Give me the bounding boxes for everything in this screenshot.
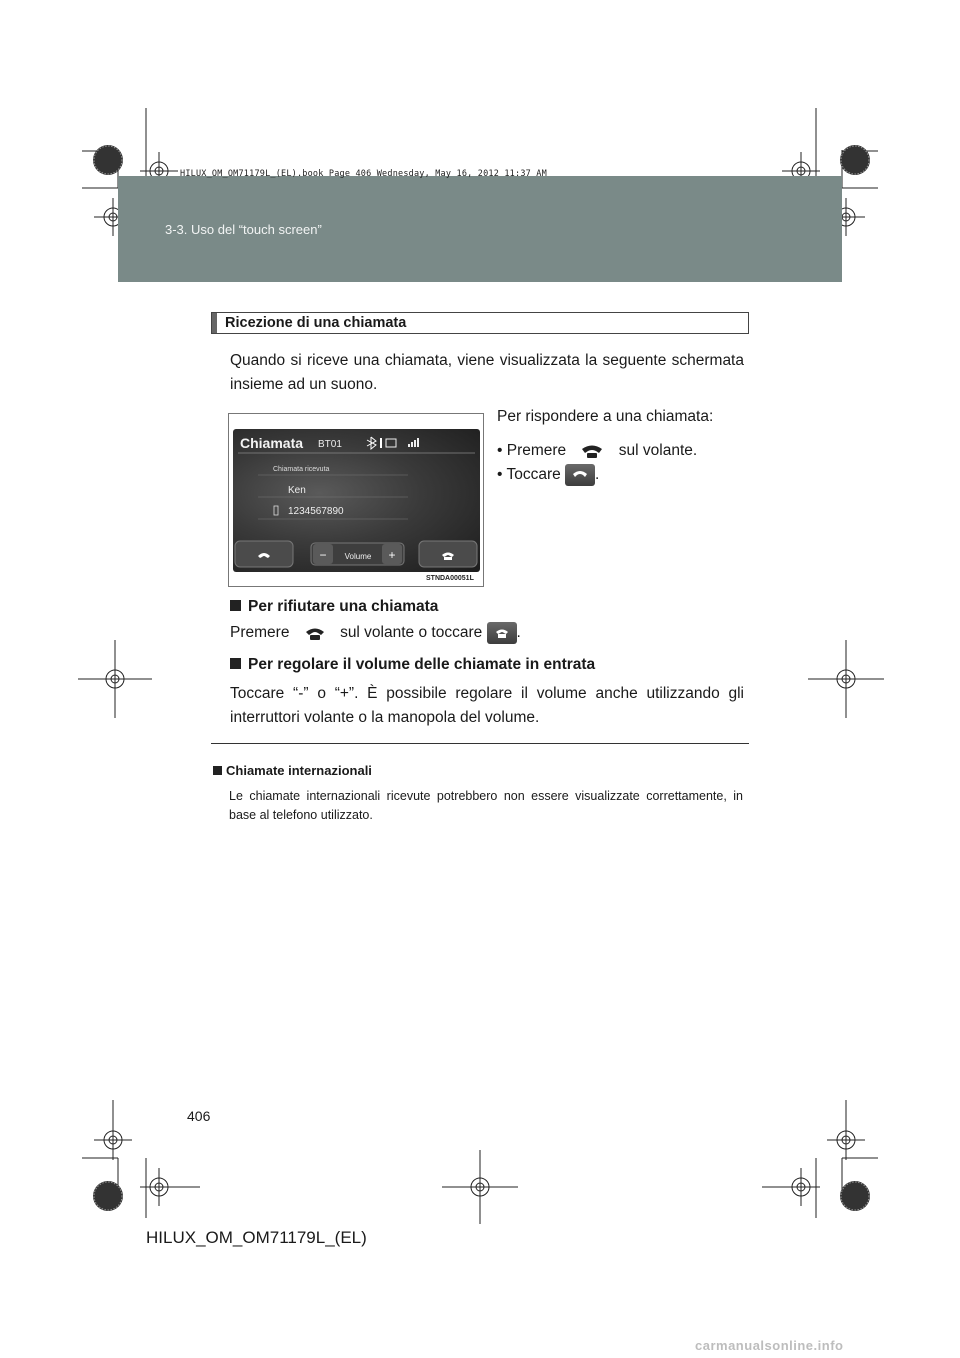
- section-heading-box: [211, 312, 749, 334]
- intro-paragraph: Quando si riceve una chiamata, viene visualizzata la seguente schermata insieme ad un suono.: [230, 352, 744, 393]
- screen-caller-name: Ken: [288, 485, 306, 496]
- screen-title: Chiamata: [240, 435, 304, 451]
- volume-heading-text: Per regolare il volume delle chiamate in entrata: [248, 656, 596, 673]
- screen-minus-label: −: [319, 548, 327, 562]
- battery-icon: [386, 439, 396, 447]
- square-bullet-icon: [213, 766, 222, 775]
- phone-hangup-icon: [487, 622, 517, 644]
- screen-plus-label: +: [388, 548, 396, 562]
- incoming-call-screen: [233, 429, 480, 572]
- screen-volume-control: [311, 543, 404, 565]
- phone-answer-icon: [574, 441, 610, 461]
- reject-button-icon: [487, 622, 517, 644]
- square-bullet-icon: [230, 600, 241, 611]
- incoming-call-screen-drawing: [233, 429, 480, 572]
- signal-icon: [408, 438, 419, 447]
- screen-reject-button[interactable]: [419, 541, 477, 567]
- volume-text: Toccare “-” o “+”. È possibile regolare il volume anche utilizzando gli interruttori volante o la manopola del volume.: [230, 685, 744, 726]
- page-number: 406: [187, 1108, 211, 1124]
- reject-heading-text: Per rifiutare una chiamata: [248, 598, 439, 615]
- reject-after: .: [516, 624, 521, 642]
- mobile-phone-icon: [274, 506, 278, 515]
- note-text: Le chiamate internazionali ricevute potrebbero non essere visualizzate correttamente, in base al telefono utilizzato.: [229, 789, 743, 822]
- note-heading: [213, 763, 372, 778]
- screen-device: BT01: [318, 439, 342, 450]
- screen-volume-label: Volume: [344, 552, 372, 561]
- print-info: HILUX_OM_OM71179L_(EL).book Page 406 Wednesday, May 16, 2012 11:37 AM: [180, 169, 547, 179]
- bullet-press-after: sul volante.: [618, 442, 698, 460]
- bullet-touch: [497, 464, 599, 486]
- reject-heading: [230, 598, 438, 616]
- divider: [211, 743, 749, 744]
- section-breadcrumb: 3-3. Uso del “touch screen”: [165, 222, 322, 237]
- watermark: carmanualsonline.info: [695, 1338, 844, 1353]
- footer-code: HILUX_OM_OM71179L_(EL): [146, 1228, 367, 1247]
- screen-number: 1234567890: [288, 506, 344, 517]
- phone-answer-icon: [565, 464, 595, 486]
- reject-text: [230, 622, 521, 644]
- square-bullet-icon: [230, 658, 241, 669]
- answer-button-icon: [565, 464, 595, 486]
- screen-answer-button[interactable]: [235, 541, 293, 567]
- respond-title: Per rispondere a una chiamata:: [497, 408, 714, 425]
- bullet-press-before: • Premere: [497, 442, 567, 460]
- section-heading-bar: [212, 313, 217, 333]
- screen-status: Chiamata ricevuta: [273, 466, 330, 473]
- bullet-touch-after: .: [595, 466, 600, 484]
- bluetooth-icon: [367, 437, 376, 449]
- bullet-touch-before: • Toccare: [497, 466, 561, 484]
- figure-code: STNDA00051L: [426, 575, 474, 582]
- phone-hangup-icon: [298, 623, 332, 643]
- volume-heading: [230, 656, 595, 674]
- reject-before: Premere: [230, 624, 290, 642]
- reject-middle: sul volante o toccare: [340, 624, 483, 642]
- section-title: Ricezione di una chiamata: [225, 315, 407, 331]
- separator-icon: [380, 438, 382, 448]
- note-heading-text: Chiamate internazionali: [226, 763, 372, 778]
- bullet-press: [497, 441, 697, 461]
